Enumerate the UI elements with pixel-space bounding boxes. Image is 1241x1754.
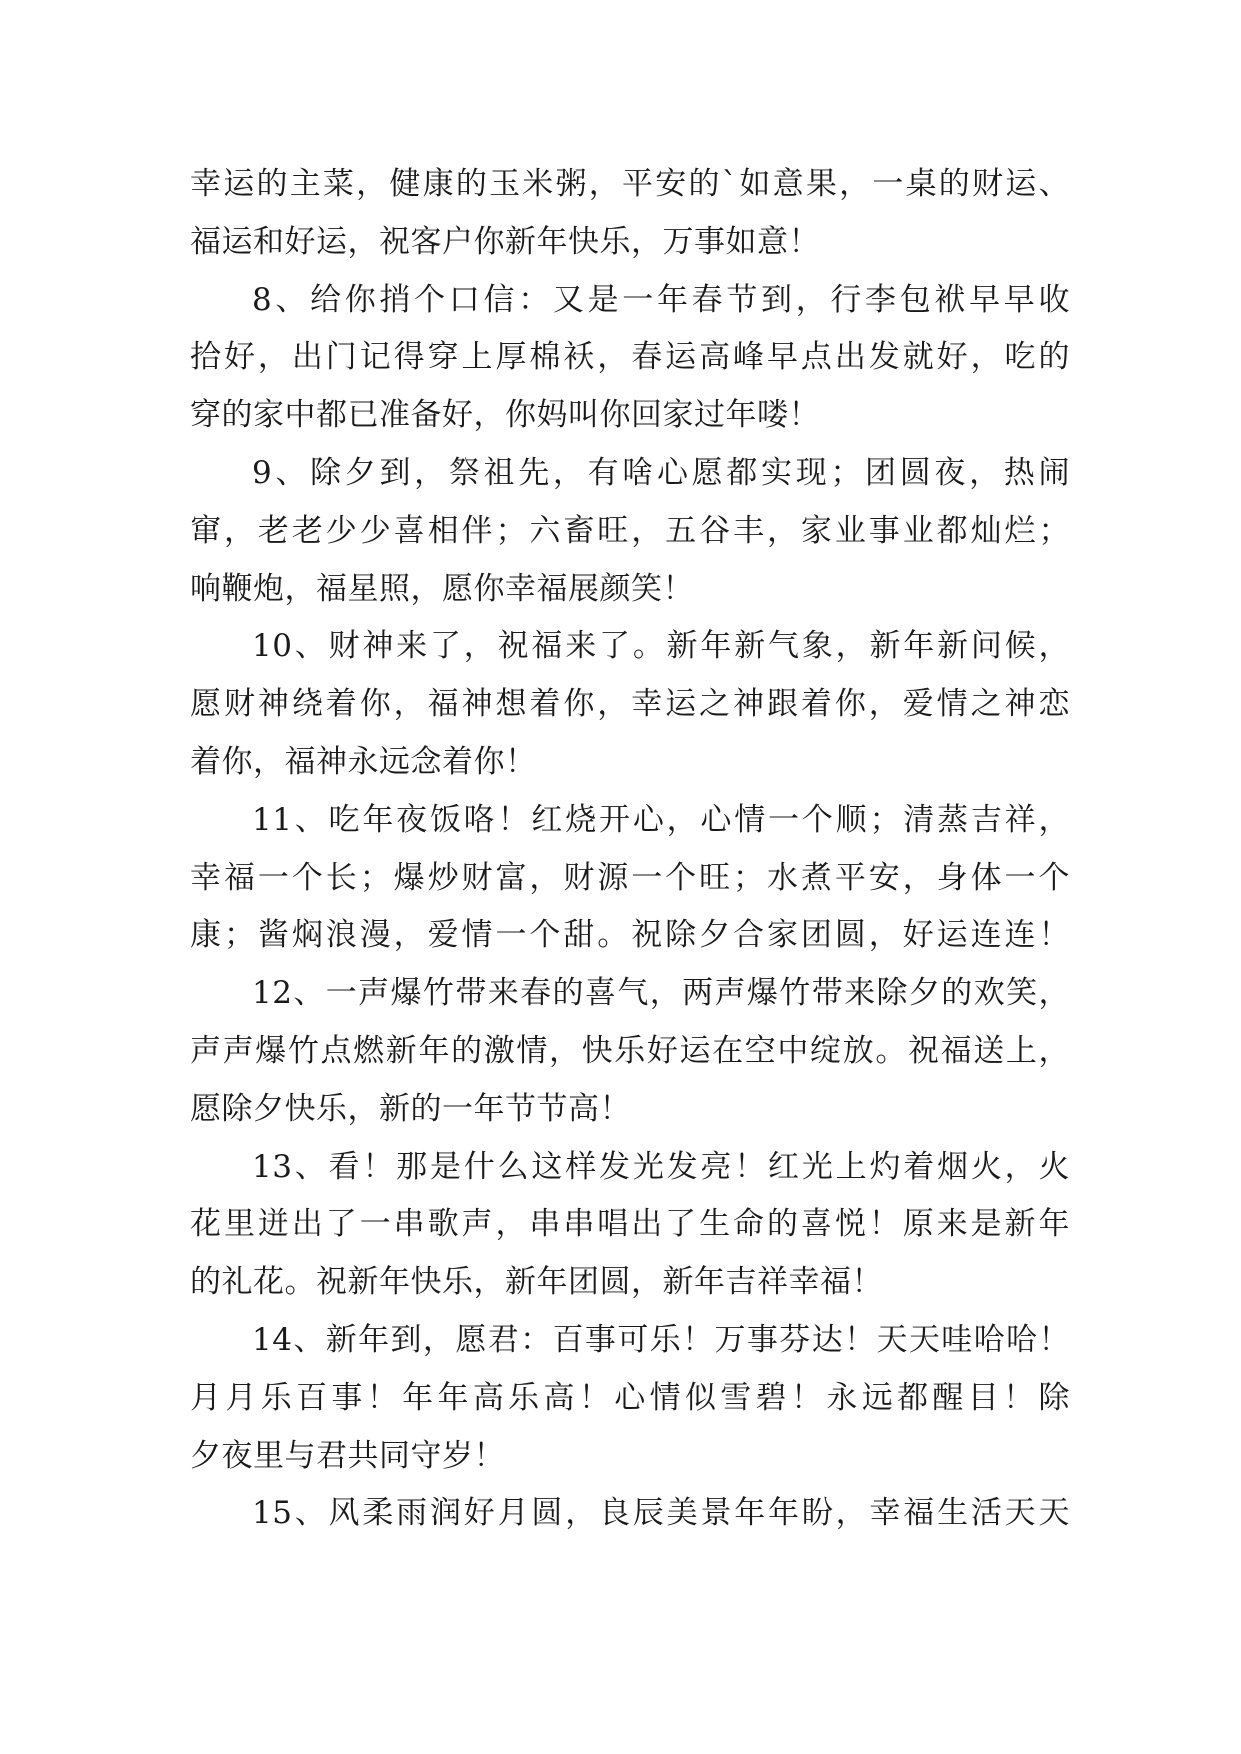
text-line: 15、风柔雨润好月圆，良辰美景年年盼，幸福生活天天	[252, 1495, 1070, 1532]
text-line: 穿的家中都已准备好，你妈叫你回家过年喽！	[190, 397, 820, 434]
text-line: 10、财神来了，祝福来了。新年新气象，新年新问候，	[252, 628, 1070, 665]
text-line: 11、吃年夜饭咯！红烧开心，心情一个顺；清蒸吉祥，	[252, 801, 1070, 838]
text-line: 9、除夕到，祭祖先，有啥心愿都实现；团圆夜，热闹	[252, 454, 1070, 491]
text-line: 声声爆竹点燃新年的激情，快乐好运在空中绽放。祝福送上，	[190, 1032, 1070, 1069]
text-line: 13、看！那是什么这样发光发亮！红光上灼着烟火，火	[252, 1148, 1070, 1185]
text-line: 窜，老老少少喜相伴；六畜旺，五谷丰，家业事业都灿烂；	[190, 512, 1070, 549]
text-line: 花里迸出了一串歌声，串串唱出了生命的喜悦！原来是新年	[190, 1206, 1070, 1243]
text-line: 愿财神绕着你，福神想着你，幸运之神跟着你，爱情之神恋	[190, 686, 1070, 723]
text-line: 响鞭炮，福星照，愿你幸福展颜笑！	[190, 570, 694, 607]
text-line: 12、一声爆竹带来春的喜气，两声爆竹带来除夕的欢笑，	[252, 975, 1070, 1012]
text-line: 夕夜里与君共同守岁！	[190, 1437, 505, 1474]
text-line: 福运和好运，祝客户你新年快乐，万事如意！	[190, 223, 820, 260]
text-line: 康；酱焖浪漫，爱情一个甜。祝除夕合家团圆，好运连连！	[190, 917, 1070, 954]
text-line: 幸运的主菜，健康的玉米粥，平安的`如意果，一桌的财运、	[190, 166, 1070, 202]
text-line: 月月乐百事！年年高乐高！心情似雪碧！永远都醒目！除	[190, 1379, 1070, 1416]
text-line: 的礼花。祝新年快乐，新年团圆，新年吉祥幸福！	[190, 1264, 883, 1301]
text-line: 着你，福神永远念着你！	[190, 743, 537, 780]
document-body	[190, 156, 1070, 1543]
text-line: 14、新年到，愿君：百事可乐！万事芬达！天天哇哈哈！	[252, 1321, 1070, 1358]
text-line: 8、给你捎个口信：又是一年春节到，行李包袱早早收	[252, 281, 1070, 318]
text-line: 幸福一个长；爆炒财富，财源一个旺；水煮平安，身体一个	[190, 859, 1070, 896]
text-line: 愿除夕快乐，新的一年节节高！	[190, 1090, 631, 1127]
text-line: 拾好，出门记得穿上厚棉袄，春运高峰早点出发就好，吃的	[190, 339, 1070, 376]
